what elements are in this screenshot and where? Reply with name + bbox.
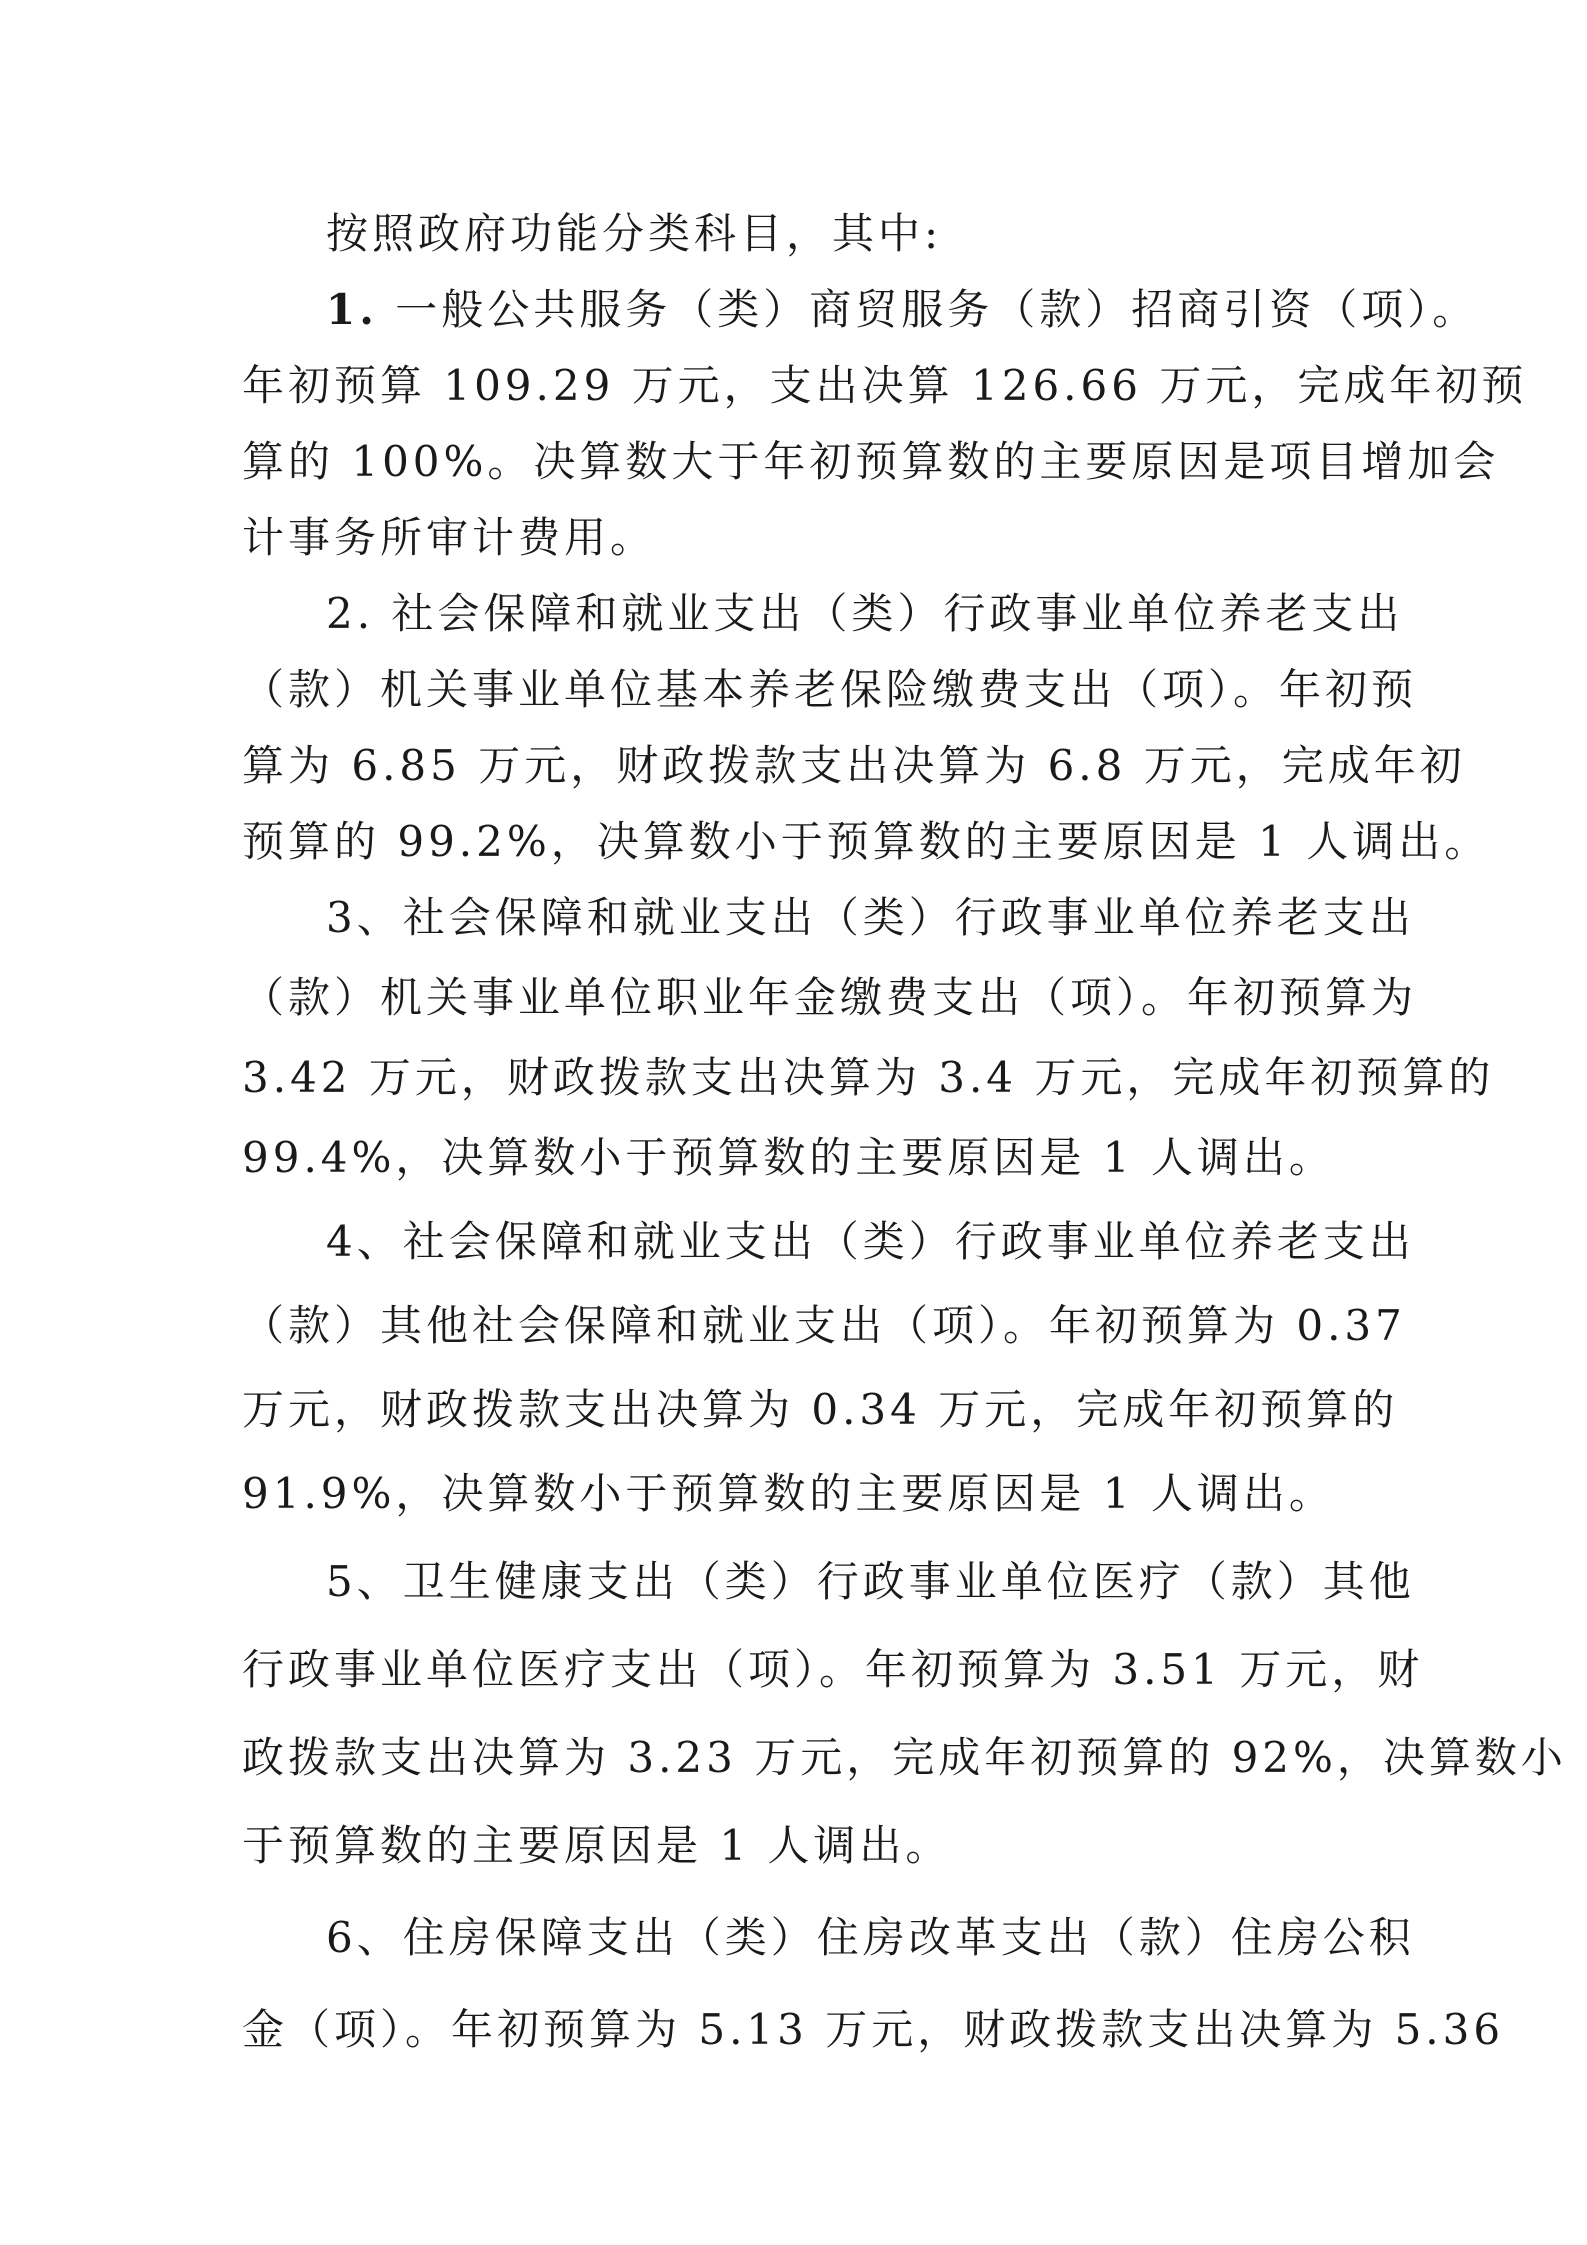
- item-2-heading: 2. 社会保障和就业支出（类）行政事业单位养老支出: [326, 589, 1404, 638]
- item-1-line-4: 计事务所审计费用。: [242, 513, 657, 562]
- item-3-line-2: （款）机关事业单位职业年金缴费支出（项）。年初预算为: [242, 973, 1418, 1022]
- item-2-line-4: 预算的 99.2%，决算数小于预算数的主要原因是 1 人调出。: [242, 817, 1491, 866]
- item-4-line-3: 万元，财政拨款支出决算为 0.34 万元，完成年初预算的: [242, 1385, 1399, 1434]
- paragraph-intro: 按照政府功能分类科目，其中:: [326, 209, 943, 258]
- item-1-line-3: 算的 100%。决算数大于年初预算数的主要原因是项目增加会: [242, 437, 1500, 486]
- item-4-line-4: 91.9%，决算数小于预算数的主要原因是 1 人调出。: [242, 1469, 1335, 1518]
- item-5-line-4: 于预算数的主要原因是 1 人调出。: [242, 1821, 952, 1870]
- item-4-heading: 4、社会保障和就业支出（类）行政事业单位养老支出: [326, 1217, 1415, 1266]
- item-5-heading: 5、卫生健康支出（类）行政事业单位医疗（款）其他: [326, 1557, 1415, 1606]
- item-4-line-2: （款）其他社会保障和就业支出（项）。年初预算为 0.37: [242, 1301, 1406, 1350]
- item-5-line-2: 行政事业单位医疗支出（项）。年初预算为 3.51 万元，财: [242, 1645, 1424, 1694]
- item-1-heading: [242, 272, 1479, 348]
- item-3-line-4: 99.4%，决算数小于预算数的主要原因是 1 人调出。: [242, 1133, 1335, 1182]
- document-body: [242, 196, 1567, 2068]
- item-3-heading: 3、社会保障和就业支出（类）行政事业单位养老支出: [326, 893, 1415, 942]
- item-3-line-3: 3.42 万元，财政拨款支出决算为 3.4 万元，完成年初预算的: [242, 1053, 1495, 1102]
- item-1-number: 1.: [326, 285, 378, 334]
- item-6-line-2: 金（项）。年初预算为 5.13 万元，财政拨款支出决算为 5.36: [242, 2005, 1505, 2054]
- item-1-heading-text: 一般公共服务（类）商贸服务（款）招商引资（项）。: [377, 285, 1479, 334]
- item-6-heading: 6、住房保障支出（类）住房改革支出（款）住房公积: [326, 1913, 1415, 1962]
- item-5-line-3: 政拨款支出决算为 3.23 万元，完成年初预算的 92%，决算数小: [242, 1733, 1567, 1782]
- item-1-line-2: 年初预算 109.29 万元，支出决算 126.66 万元，完成年初预: [242, 361, 1528, 410]
- item-2-line-3: 算为 6.85 万元，财政拨款支出决算为 6.8 万元，完成年初: [242, 741, 1466, 790]
- item-2-line-2: （款）机关事业单位基本养老保险缴费支出（项）。年初预: [242, 665, 1418, 714]
